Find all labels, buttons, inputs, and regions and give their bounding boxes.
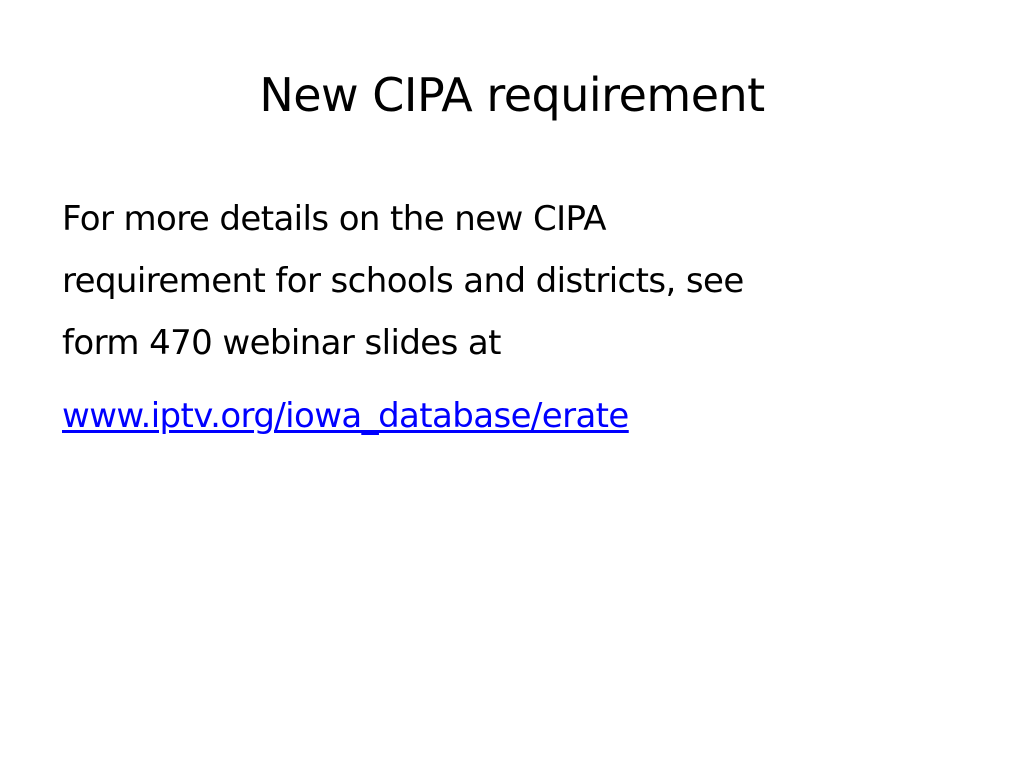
- erate-link[interactable]: www.iptv.org/iowa_database/erate: [62, 396, 629, 436]
- body-line-1: For more details on the new CIPA: [62, 199, 606, 239]
- body-line-3: form 470 webinar slides at: [62, 323, 501, 363]
- body-line-2: requirement for schools and districts, see: [62, 261, 744, 301]
- link-paragraph: [62, 385, 962, 447]
- slide-title: New CIPA requirement: [259, 68, 765, 122]
- body-paragraph: [62, 188, 962, 374]
